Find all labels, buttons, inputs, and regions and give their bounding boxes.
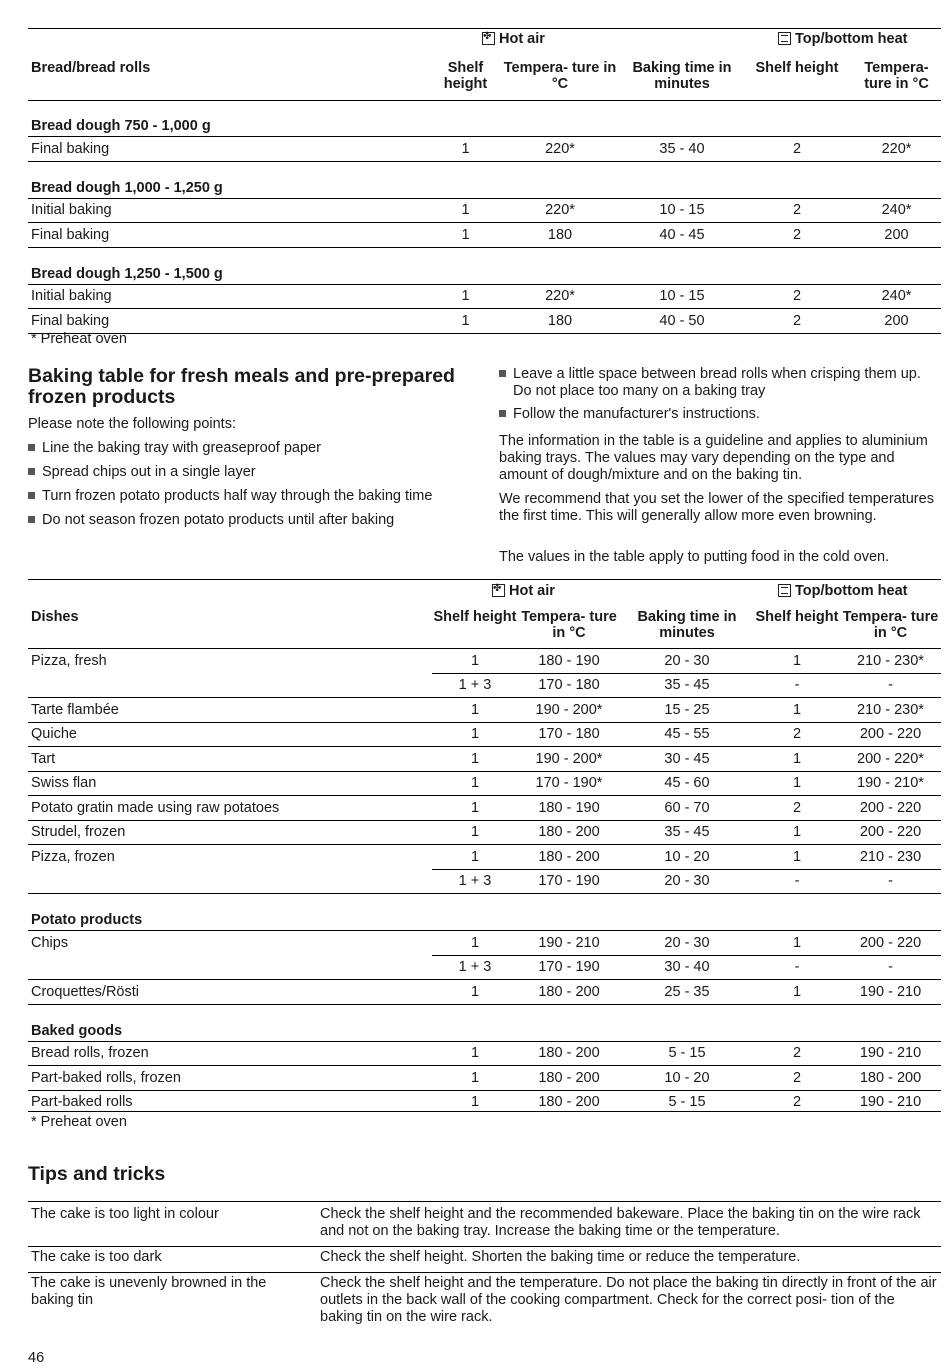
table2-top-rule (28, 579, 941, 580)
cell: 35 - 40 (622, 137, 742, 162)
info-paragraph: We recommend that you set the lower of the specified temperatures the first time. This will generally allow more even browning. (499, 491, 934, 524)
bullet-text: Leave a little space between bread rolls when crisping them up. Do not place too many on a baking tray (513, 366, 921, 399)
cell: 2 (742, 198, 852, 223)
table2-top-bottom-heading (778, 583, 908, 599)
cell: - (754, 869, 840, 894)
cell: 200 (852, 309, 941, 334)
cell: Final baking (28, 309, 433, 334)
tip-solution: Check the shelf height and the recommended bakeware. Place the baking tin on the wire rack and not on the baking tray. Increase the baking time or the temperature. (317, 1202, 941, 1247)
table-row (28, 845, 941, 870)
tip-row (28, 1273, 941, 1333)
cell: 170 - 180 (518, 673, 620, 698)
cell: 5 - 15 (620, 1090, 754, 1114)
table-row (28, 796, 941, 821)
cell: 200 - 220 (840, 931, 941, 956)
cell: 1 (754, 649, 840, 674)
section-title: Baking table for fresh meals and pre-prepared frozen products (28, 365, 455, 408)
table-row (28, 673, 941, 698)
tip-row (28, 1202, 941, 1247)
bullet-text: Spread chips out in a single layer (42, 464, 256, 480)
cell: 30 - 40 (620, 955, 754, 980)
cell: 40 - 50 (622, 309, 742, 334)
cell: Pizza, frozen (28, 845, 432, 870)
cell: 200 (852, 223, 941, 248)
table-row (28, 198, 941, 223)
cell: 180 - 200 (518, 820, 620, 845)
table-header-row (28, 609, 941, 641)
cell: Final baking (28, 223, 433, 248)
cell: Part-baked rolls (28, 1090, 432, 1114)
cell: Potato gratin made using raw potatoes (28, 796, 432, 821)
cell: 240* (852, 284, 941, 309)
cell: 1 (432, 931, 518, 956)
cell: 180 - 190 (518, 649, 620, 674)
cell: 200 - 220 (840, 796, 941, 821)
tips-table (28, 1201, 941, 1332)
hot-air-icon (482, 32, 495, 45)
cell: 2 (742, 223, 852, 248)
bullet-text: Follow the manufacturer's instructions. (513, 406, 760, 422)
cell: 180 - 200 (518, 1041, 620, 1066)
table1-top-rule (28, 28, 941, 29)
table-row (28, 820, 941, 845)
cell: 170 - 190* (518, 771, 620, 796)
cell: 180 - 200 (518, 980, 620, 1005)
dishes-table-header (28, 609, 941, 641)
cell: 1 (432, 1090, 518, 1114)
table2-hot-air-heading (492, 583, 555, 599)
cell: 10 - 20 (620, 1066, 754, 1091)
bullet-marker-icon (28, 468, 35, 475)
column-header-time: Baking time in minutes (632, 60, 732, 92)
bullet-item (28, 440, 321, 457)
cell: Final baking (28, 137, 433, 162)
tip-problem: The cake is too light in colour (28, 1202, 317, 1247)
cell: 1 (754, 747, 840, 772)
bullet-text: Line the baking tray with greaseproof paper (42, 440, 321, 456)
cell: 1 (433, 223, 498, 248)
table-row (28, 869, 941, 894)
table-row (28, 747, 941, 772)
cell: 200 - 220 (840, 722, 941, 747)
cell: 20 - 30 (620, 869, 754, 894)
column-header-temp2: Tempera- ture in °C (842, 609, 939, 641)
cell: 220* (498, 284, 622, 309)
cell: Swiss flan (28, 771, 432, 796)
column-header-dishes: Dishes (31, 609, 79, 625)
cell: 1 (754, 845, 840, 870)
table-row (28, 931, 941, 956)
cell: 1 (754, 931, 840, 956)
cell: 2 (754, 1041, 840, 1066)
section-row (28, 894, 941, 931)
top-bottom-heat-label: Top/bottom heat (795, 583, 908, 599)
table-row (28, 698, 941, 723)
cell: 1 (432, 747, 518, 772)
section-row (28, 111, 941, 137)
cell: 45 - 60 (620, 771, 754, 796)
top-bottom-heat-label: Top/bottom heat (795, 31, 908, 47)
bullet-marker-icon (28, 492, 35, 499)
cell: - (754, 955, 840, 980)
bread-table (28, 60, 941, 92)
cell: 45 - 55 (620, 722, 754, 747)
tip-row (28, 1247, 941, 1273)
cell: 10 - 15 (622, 198, 742, 223)
cell: 1 (432, 820, 518, 845)
cell: 35 - 45 (620, 820, 754, 845)
cell: 1 (754, 698, 840, 723)
cell: 15 - 25 (620, 698, 754, 723)
cell: 1 (433, 284, 498, 309)
cell: Tart (28, 747, 432, 772)
bullet-item (28, 512, 394, 529)
tip-solution: Check the shelf height and the temperature. Do not place the baking tin directly in front of the air outlets in the back wall of the cooking compartment. Check for the correct posi- tion of the baking tin on the wire rack. (317, 1273, 941, 1333)
hot-air-icon (492, 584, 505, 597)
table-row (28, 1041, 941, 1066)
cell: 1 (754, 820, 840, 845)
bullet-marker-icon (28, 444, 35, 451)
table1-footnote: * Preheat oven (31, 331, 127, 347)
column-header-temp2: Tempera- ture in °C (864, 60, 929, 92)
cell: 1 (433, 309, 498, 334)
cell: 2 (742, 284, 852, 309)
cell: 210 - 230* (840, 698, 941, 723)
section-row (28, 161, 941, 198)
cell: 170 - 190 (518, 869, 620, 894)
column-header-shelf: Shelf height (443, 60, 488, 92)
cell: 25 - 35 (620, 980, 754, 1005)
cell: 30 - 45 (620, 747, 754, 772)
cell: Strudel, frozen (28, 820, 432, 845)
bullet-text: Do not season frozen potato products until after baking (42, 512, 395, 528)
section-label: Bread dough 1,250 - 1,500 g (28, 247, 941, 284)
cell: - (840, 869, 941, 894)
table2-footnote: * Preheat oven (31, 1114, 127, 1130)
hot-air-label: Hot air (509, 583, 555, 599)
section-label: Bread dough 750 - 1,000 g (31, 118, 211, 134)
cell: 1 (432, 722, 518, 747)
cell: Quiche (28, 722, 432, 747)
cell: 1 + 3 (432, 673, 518, 698)
cell: 210 - 230* (840, 649, 941, 674)
cell: 220* (498, 137, 622, 162)
bullet-marker-icon (28, 516, 35, 523)
cell (28, 869, 432, 894)
dishes-table (28, 648, 941, 1114)
cell: 2 (754, 1090, 840, 1114)
cell: Croquettes/Rösti (28, 980, 432, 1005)
cell: 10 - 15 (622, 284, 742, 309)
table2-bottom-rule (28, 1111, 941, 1112)
cell: 220* (498, 198, 622, 223)
section-label: Potato products (28, 894, 941, 931)
cell: Pizza, fresh (28, 649, 432, 674)
section-label: Bread dough 1,000 - 1,250 g (28, 161, 941, 198)
bread-table-body (28, 111, 941, 334)
cell: 2 (754, 796, 840, 821)
tip-problem: The cake is too dark (28, 1247, 317, 1273)
section-row (28, 247, 941, 284)
cell: 180 - 200 (518, 1090, 620, 1114)
cell: 40 - 45 (622, 223, 742, 248)
tip-solution: Check the shelf height. Shorten the baking time or reduce the temperature. (317, 1247, 941, 1273)
cell: - (840, 955, 941, 980)
cell: 10 - 20 (620, 845, 754, 870)
cell: Chips (28, 931, 432, 956)
cell: 220* (852, 137, 941, 162)
table-row (28, 309, 941, 334)
cell: 2 (754, 1066, 840, 1091)
cell: 180 (498, 223, 622, 248)
table1-header-rule (28, 100, 941, 101)
info-paragraph: The values in the table apply to putting food in the cold oven. (499, 549, 890, 565)
cell: 60 - 70 (620, 796, 754, 821)
bullet-marker-icon (499, 410, 506, 417)
cell: 180 - 190 (518, 796, 620, 821)
cell: 190 - 210 (840, 1090, 941, 1114)
bullet-item (28, 488, 432, 505)
cell: 190 - 210* (840, 771, 941, 796)
cell: 1 (432, 1066, 518, 1091)
table1-top-bottom-heading (778, 31, 908, 47)
section-intro: Please note the following points: (28, 416, 236, 432)
cell: 1 (433, 198, 498, 223)
cell: 2 (754, 722, 840, 747)
table-row (28, 722, 941, 747)
cell: 1 (432, 845, 518, 870)
table-header-row (28, 60, 941, 92)
table-row (28, 284, 941, 309)
info-paragraph: The information in the table is a guideline and applies to aluminium baking trays. The values may vary depending on the type and amount of dough/mixture and on the baking tin. (499, 433, 928, 483)
section-row (28, 1004, 941, 1041)
cell: 200 - 220 (840, 820, 941, 845)
top-bottom-heat-icon (778, 584, 791, 597)
bullet-item (499, 366, 939, 400)
bullet-marker-icon (499, 370, 506, 377)
table-row (28, 1066, 941, 1091)
cell: 1 (432, 980, 518, 1005)
column-header-shelf2: Shelf height (755, 60, 839, 76)
cell: 180 (498, 309, 622, 334)
cell: 190 - 210 (840, 1041, 941, 1066)
cell (28, 673, 432, 698)
cell: 1 (432, 698, 518, 723)
cell: 2 (742, 309, 852, 334)
column-header-time: Baking time in minutes (637, 609, 737, 641)
cell: 1 (432, 796, 518, 821)
bullet-text: Turn frozen potato products half way through the baking time (42, 488, 433, 504)
bullet-item (28, 464, 256, 481)
cell: 2 (742, 137, 852, 162)
cell: 20 - 30 (620, 931, 754, 956)
cell: 190 - 200* (518, 698, 620, 723)
column-header-temp: Tempera- ture in °C (521, 609, 617, 641)
cell: 5 - 15 (620, 1041, 754, 1066)
table-row (28, 649, 941, 674)
cell: 240* (852, 198, 941, 223)
table-row (28, 137, 941, 162)
cell: 190 - 210 (840, 980, 941, 1005)
table-row (28, 223, 941, 248)
page-number: 46 (28, 1350, 45, 1366)
cell: 1 (433, 137, 498, 162)
cell: 1 (432, 649, 518, 674)
cell: Initial baking (28, 284, 433, 309)
table-row (28, 955, 941, 980)
column-header-shelf2: Shelf height (755, 609, 839, 625)
cell: Bread rolls, frozen (28, 1041, 432, 1066)
cell: 200 - 220* (840, 747, 941, 772)
column-header-temp: Tempera- ture in °C (503, 60, 617, 92)
table-row (28, 771, 941, 796)
section-label: Baked goods (28, 1004, 941, 1041)
cell: 1 (754, 771, 840, 796)
tip-problem: The cake is unevenly browned in the baking tin (28, 1273, 317, 1333)
cell: 1 (432, 771, 518, 796)
cell: Part-baked rolls, frozen (28, 1066, 432, 1091)
column-header-bread: Bread/bread rolls (31, 60, 151, 76)
table1-hot-air-heading (482, 31, 545, 47)
top-bottom-heat-icon (778, 32, 791, 45)
table-row (28, 980, 941, 1005)
cell: Initial baking (28, 198, 433, 223)
cell: - (754, 673, 840, 698)
cell: Tarte flambée (28, 698, 432, 723)
cell: 170 - 180 (518, 722, 620, 747)
column-header-shelf: Shelf height (433, 609, 517, 625)
cell: 190 - 210 (518, 931, 620, 956)
cell: 1 + 3 (432, 955, 518, 980)
cell: 1 (754, 980, 840, 1005)
cell: 170 - 190 (518, 955, 620, 980)
cell: 180 - 200 (518, 1066, 620, 1091)
cell: 180 - 200 (840, 1066, 941, 1091)
cell: 210 - 230 (840, 845, 941, 870)
cell: 1 + 3 (432, 869, 518, 894)
hot-air-label: Hot air (499, 31, 545, 47)
cell: 20 - 30 (620, 649, 754, 674)
cell: 35 - 45 (620, 673, 754, 698)
cell: 180 - 200 (518, 845, 620, 870)
bullet-item (499, 406, 760, 423)
cell: 1 (432, 1041, 518, 1066)
tips-title: Tips and tricks (28, 1163, 166, 1185)
cell (28, 955, 432, 980)
cell: 190 - 200* (518, 747, 620, 772)
cell: - (840, 673, 941, 698)
